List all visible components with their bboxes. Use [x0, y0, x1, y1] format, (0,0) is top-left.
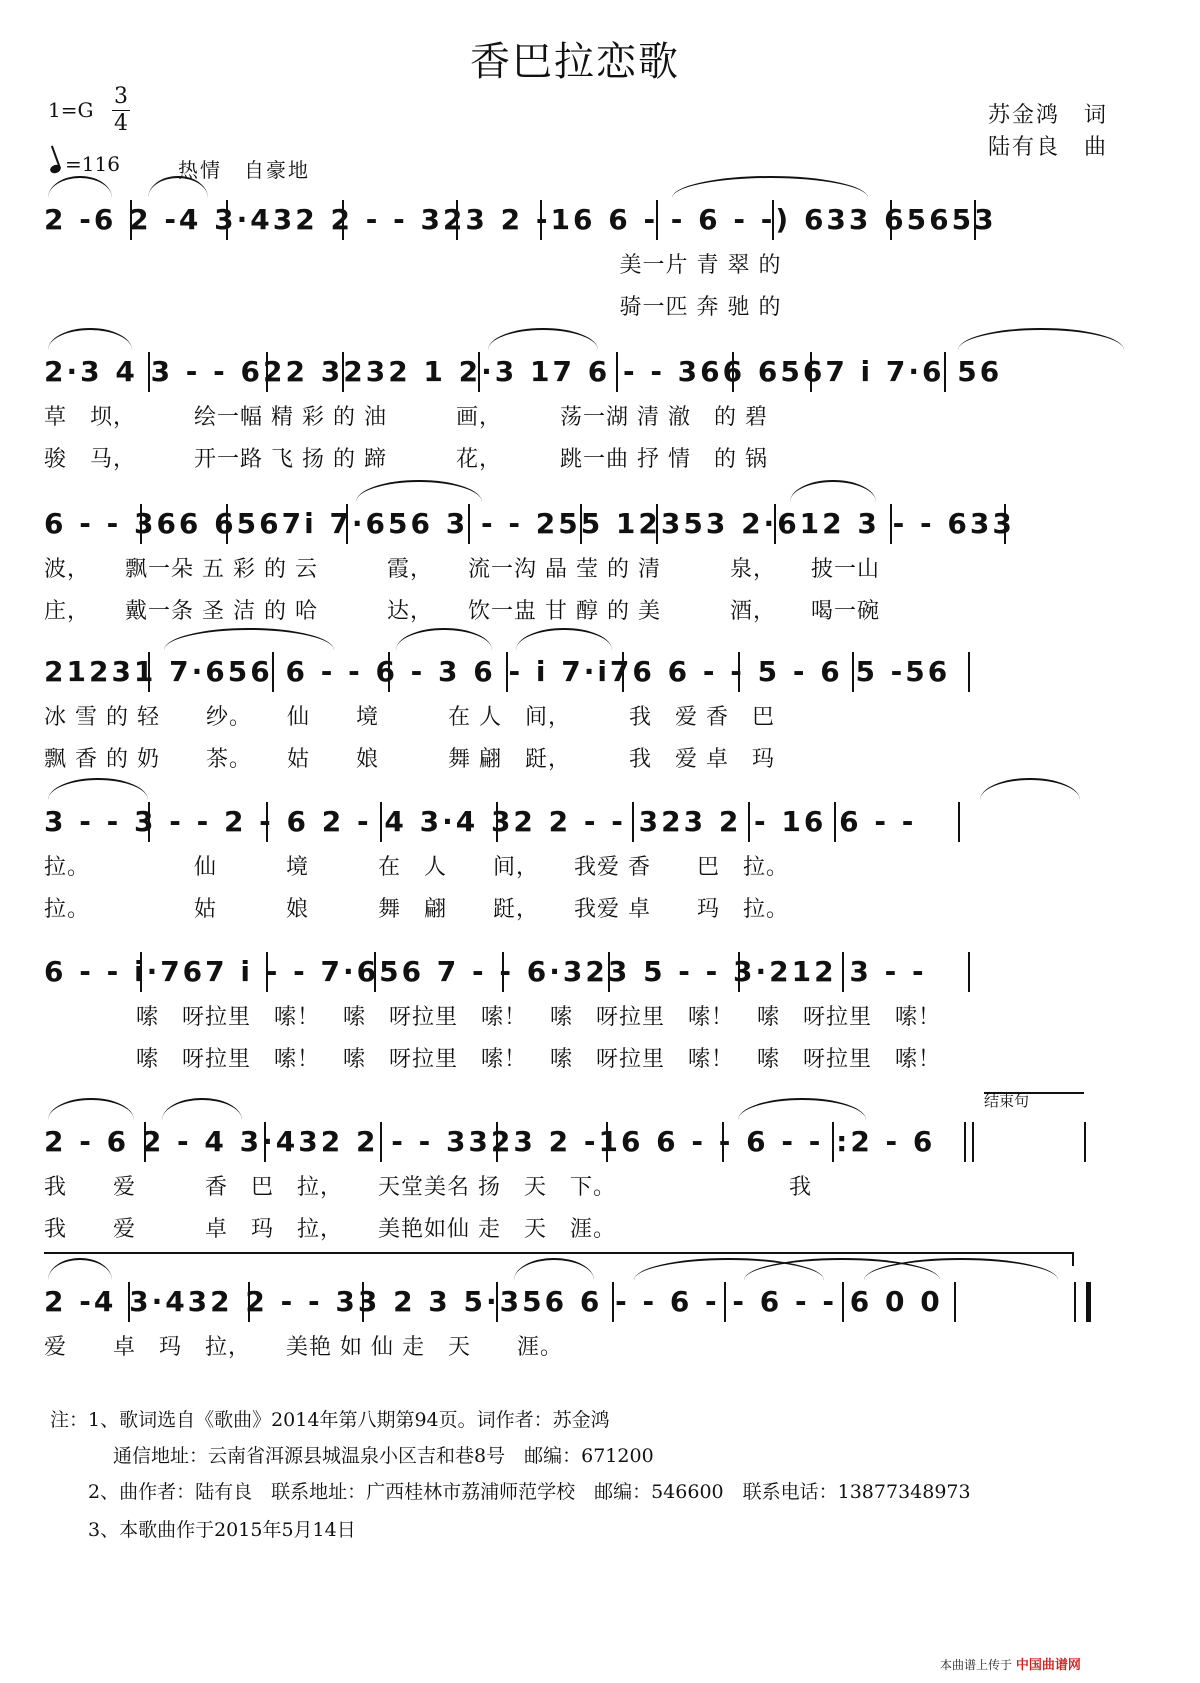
barline [140, 952, 142, 992]
barline [496, 1282, 498, 1322]
notation-line: 6 - - 366 6567i 7·656 3 - - 255 12353 2·612 3 - - 633 [44, 507, 1015, 540]
barline [496, 802, 498, 842]
barline [148, 352, 150, 392]
slur [48, 778, 148, 800]
barline [226, 200, 228, 240]
notation-line: 2 -4 3·432 2 - - 33 2 3 5·356 6 - - 6 - - 6 - - 6 0 0 [44, 1285, 943, 1318]
lyric-verse-2: 拉。 姑 娘 舞 翩 跹， 我爱 卓 玛 拉。 [44, 897, 789, 922]
barline [738, 652, 740, 692]
barline [264, 1122, 266, 1162]
barline [632, 802, 634, 842]
lyric-verse-1: 爱 卓 玛 拉， 美艳 如 仙 走 天 涯。 [44, 1335, 563, 1360]
barline [810, 352, 812, 392]
system-divider [44, 1252, 1074, 1254]
notation-line: 2·3 4 3 - - 622 3232 1 2·3 17 6 - - 366 6567 i 7·6 56 [44, 355, 1003, 388]
key-signature: 1=G [48, 98, 94, 122]
system-divider-tick [1072, 1252, 1074, 1266]
final-barline [1074, 1282, 1091, 1322]
barline [724, 1282, 726, 1322]
barline [456, 200, 458, 240]
lyricist-credit: 苏金鸿 词 [988, 103, 1109, 128]
barline [622, 652, 624, 692]
barline [606, 1122, 608, 1162]
barline [266, 352, 268, 392]
barline [772, 200, 774, 240]
tempo-marking [50, 152, 120, 176]
barline [748, 802, 750, 842]
lyric-verse-1: 美一片 青 翠 的 [44, 253, 782, 278]
slur [356, 480, 482, 502]
notation-line: 2 - 6 2 - 4 3·432 2 - - 3323 2 -16 6 - - 6 - - :2 - 6 [44, 1125, 936, 1158]
slur [48, 1258, 112, 1280]
barline [362, 1282, 364, 1322]
barline [342, 200, 344, 240]
slur [488, 328, 598, 350]
barline [656, 200, 658, 240]
slur [162, 1098, 242, 1120]
barline [608, 952, 610, 992]
lyric-verse-1: 波， 飘一朵 五 彩 的 云 霞， 流一沟 晶 莹 的 清 泉， 披一山 [44, 557, 880, 582]
footnote-1-address: 通信地址：云南省洱源县城温泉小区吉和巷8号 邮编：671200 [50, 1445, 654, 1467]
slur [980, 778, 1080, 800]
expression-marking: 热情 自豪地 [178, 158, 310, 182]
time-signature [110, 84, 132, 137]
slur [672, 176, 868, 198]
barline [478, 352, 480, 392]
barline [834, 802, 836, 842]
barline [272, 652, 274, 692]
barline [1004, 504, 1006, 544]
composer-credit: 陆有良 曲 [988, 135, 1109, 160]
barline [128, 1282, 130, 1322]
ending-label: 结束句 [984, 1092, 1030, 1110]
lyric-verse-2: 庄， 戴一条 圣 洁 的 哈 达， 饮一盅 甘 醇 的 美 酒， 喝一碗 [44, 599, 880, 624]
slur [958, 328, 1124, 350]
slur [164, 628, 334, 650]
slur [48, 328, 132, 350]
barline [540, 200, 542, 240]
barline [968, 952, 970, 992]
slur [790, 480, 876, 502]
barline [738, 952, 740, 992]
barline [496, 1122, 498, 1162]
lyric-verse-2: 骏 马， 开一路 飞 扬 的 蹄 花， 跳一曲 抒 情 的 锅 [44, 447, 768, 472]
barline [890, 200, 892, 240]
barline [612, 1282, 614, 1322]
barline [852, 652, 854, 692]
barline [958, 802, 960, 842]
barline [144, 1122, 146, 1162]
lyric-verse-1: 冰 雪 的 轻 纱。 仙 境 在 人 间， 我 爱 香 巴 [44, 705, 775, 730]
repeat-barline [964, 1122, 974, 1162]
barline [148, 802, 150, 842]
lyric-verse-2: 我 爱 卓 玛 拉， 美艳如仙 走 天 涯。 [44, 1217, 616, 1242]
barline [954, 1282, 956, 1322]
lyric-verse-1: 草 坝， 绘一幅 精 彩 的 油 画， 荡一湖 清 澈 的 碧 [44, 405, 768, 430]
notation-line: 3 - - 3 - - 2 - 6 2 - 4 3·4 32 2 - - 323 2 - 16 6 - - [44, 805, 917, 838]
barline [342, 352, 344, 392]
barline [616, 352, 618, 392]
lyric-verse-1: 嗦 呀拉里 嗦！ 嗦 呀拉里 嗦！ 嗦 呀拉里 嗦！ 嗦 呀拉里 嗦！ [44, 1005, 942, 1030]
footnote-2: 2、曲作者：陆有良 联系地址：广西桂林市荔浦师范学校 邮编：546600 联系电话：13877348973 [50, 1481, 971, 1503]
tempo-value: =116 [65, 152, 120, 176]
barline [380, 802, 382, 842]
barline [388, 652, 390, 692]
watermark-prefix: 本曲谱上传于 [940, 1658, 1013, 1672]
lyric-verse-2: 嗦 呀拉里 嗦！ 嗦 呀拉里 嗦！ 嗦 呀拉里 嗦！ 嗦 呀拉里 嗦！ [44, 1047, 942, 1072]
barline [374, 952, 376, 992]
barline [266, 952, 268, 992]
barline [148, 652, 150, 692]
lyric-verse-2: 飘 香 的 奶 茶。 姑 娘 舞 翩 跹， 我 爱 卓 玛 [44, 747, 775, 772]
barline [380, 1122, 382, 1162]
lyric-verse-1: 我 爱 香 巴 拉， 天堂美名 扬 天 下。 我 [44, 1175, 812, 1200]
slur [396, 628, 492, 650]
barline [226, 504, 228, 544]
barline [266, 802, 268, 842]
slur [738, 1098, 866, 1120]
barline [580, 504, 582, 544]
slur [514, 1258, 594, 1280]
barline [974, 200, 976, 240]
notation-line: 6 - - i·767 i - - 7·656 7 - - 6·323 5 - - 3·212 3 - - [44, 955, 927, 988]
barline [842, 1282, 844, 1322]
barline [890, 504, 892, 544]
slur [516, 628, 612, 650]
slur [48, 1098, 134, 1120]
lyric-verse-1: 拉。 仙 境 在 人 间， 我爱 香 巴 拉。 [44, 855, 789, 880]
barline [968, 652, 970, 692]
barline [130, 200, 132, 240]
slur [48, 176, 112, 198]
time-signature-bottom: 4 [114, 111, 128, 136]
barline [944, 352, 946, 392]
barline [842, 952, 844, 992]
song-title: 香巴拉恋歌 [470, 39, 680, 85]
watermark [940, 1654, 1081, 1673]
barline [722, 1122, 724, 1162]
barline [732, 352, 734, 392]
barline [1084, 1122, 1086, 1162]
time-signature-top: 3 [114, 84, 128, 109]
barline [506, 652, 508, 692]
barline [774, 504, 776, 544]
lyric-verse-2: 骑一匹 奔 驰 的 [44, 295, 782, 320]
barline [346, 504, 348, 544]
barline [656, 504, 658, 544]
notation-line: 2 -6 2 -4 3·432 2 - - 323 2 -16 6 - - 6 - -) 633 65653 [44, 203, 997, 236]
watermark-site: 中国曲谱网 [1015, 1658, 1081, 1673]
barline [502, 952, 504, 992]
barline [832, 1122, 834, 1162]
footnote-1: 注：1、歌词选自《歌曲》2014年第八期第94页。词作者：苏金鸿 [50, 1409, 610, 1431]
barline [468, 504, 470, 544]
notation-line: 21231 7·656 6 - - 6 - 3 6 - i 7·i76 6 - - 5 - 6 5 -56 [44, 655, 951, 688]
footnote-3: 3、本歌曲作于2015年5月14日 [50, 1519, 356, 1541]
quarter-note-icon [49, 163, 62, 174]
barline [140, 504, 142, 544]
barline [248, 1282, 250, 1322]
